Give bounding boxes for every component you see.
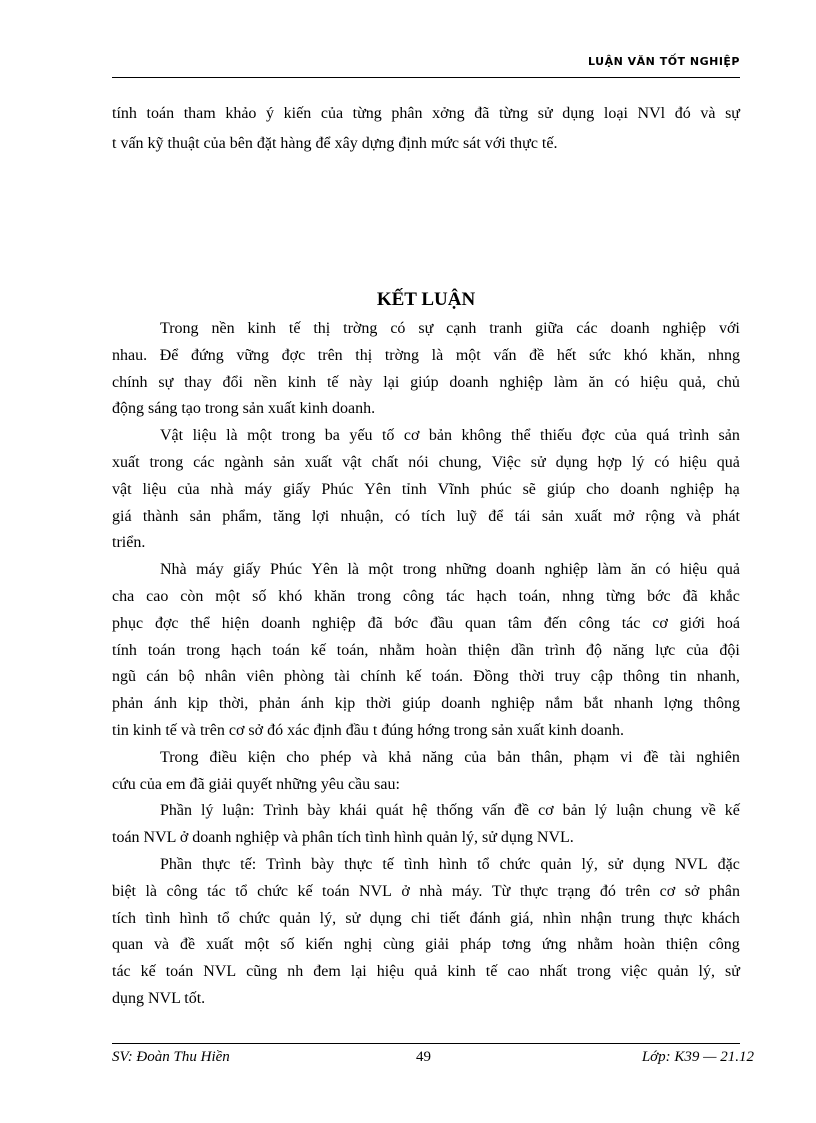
text-line: xuất trong các ngành sản xuất vật chất nói chung, Việc sử dụng hợp lý có hiệu quả: [112, 454, 740, 471]
text-line: giá thành sản phẩm, tăng lợi nhuận, có tích luỹ để tái sản xuất mở rộng và phát: [112, 507, 740, 525]
text-line: Trong nền kinh tế thị trờng có sự cạnh tranh giữa các doanh nghiệp với: [160, 320, 740, 337]
footer-class: Lớp: K39 — 21.12: [641, 1049, 754, 1065]
text-line: tích tình hình tổ chức quản lý, sử dụng chi tiết đánh giá, nhìn nhận trung thực khách: [112, 909, 740, 927]
text-line: tác kế toán NVL cũng nh đem lại hiệu quả kinh tế cao nhất trong việc quản lý, sử: [112, 963, 740, 981]
text-line: vật liệu của nhà máy giấy Phúc Yên tỉnh Vĩnh phúc sẽ giúp cho doanh nghiệp hạ: [112, 480, 740, 498]
text-line: tính toán tham khảo ý kiến của từng phân xởng đã từng sử dụng loại NVl đó và sự: [112, 105, 740, 122]
text-line: Vật liệu là một trong ba yếu tố cơ bản không thể thiếu đợc của quá trình sản: [160, 427, 740, 445]
text-line: cứu của em đã giải quyết những yêu cầu sau:: [112, 775, 400, 793]
footer-student-name: SV: Đoàn Thu Hiền: [112, 1049, 230, 1065]
text-line: Nhà máy giấy Phúc Yên là một trong những doanh nghiệp làm ăn có hiệu quả: [160, 561, 740, 579]
text-line: biệt là công tác tổ chức kế toán NVL ở nhà máy. Từ thực trạng đó trên cơ sở phân: [112, 882, 740, 900]
text-line: Phần lý luận: Trình bày khái quát hệ thống vấn đề cơ bản lý luận chung về kế: [160, 802, 740, 820]
text-line: ngũ cán bộ nhân viên phòng tài chính kế toán. Đồng thời truy cập thông tin nhanh,: [112, 668, 740, 686]
text-line: dụng NVL tốt.: [112, 990, 206, 1007]
text-line: toán NVL ở doanh nghiệp và phân tích tình hình quản lý, sử dụng NVL.: [112, 829, 574, 847]
text-line: phản ánh kịp thời, phản ánh kịp thời giúp doanh nghiệp nắm bắt nhanh lợng thông: [112, 695, 740, 713]
text-line: Phần thực tế: Trình bày thực tế tình hình tổ chức quản lý, sử dụng NVL đặc: [160, 856, 740, 873]
running-header-title: LUẬN VĂN TỐT NGHIỆP: [588, 55, 740, 68]
text-line: tính toán trong hạch toán kế toán, nhằm hoàn thiện dần trình độ năng lực của đội: [112, 641, 740, 659]
header-rule: [112, 77, 740, 78]
text-line: động sáng tạo trong sản xuất kinh doanh.: [112, 400, 376, 418]
text-line: Trong điều kiện cho phép và khả năng của bản thân, phạm vi đề tài nghiên: [160, 748, 740, 766]
text-line: phục đợc thể hiện doanh nghiệp đã bớc đầu quan tâm đến công tác cơ giới hoá: [112, 614, 740, 632]
footer-rule: [112, 1043, 740, 1044]
text-line: chính sự thay đổi nền kinh tế này lại giúp doanh nghiệp làm ăn có hiệu quả, chủ: [112, 373, 740, 391]
text-line: t vấn kỹ thuật của bên đặt hàng để xây dựng định mức sát với thực tế.: [112, 135, 558, 152]
text-line: quan và đề xuất một số kiến nghị cùng giải pháp tơng ứng nhằm hoàn thiện công: [112, 936, 740, 954]
text-line: triển.: [112, 534, 146, 552]
text-line: cha cao còn một số khó khăn trong công tác hạch toán, nhng từng bớc đã khắc: [112, 588, 740, 605]
text-line: tin kinh tế và trên cơ sở đó xác định đầu t đúng hớng trong sản xuất kinh doanh.: [112, 722, 624, 739]
footer-page-number: 49: [416, 1049, 431, 1065]
section-heading: KẾT LUẬN: [376, 289, 476, 310]
text-line: nhau. Để đứng vững đợc trên thị trờng là một vấn đề hết sức khó khăn, nhng: [112, 346, 740, 364]
